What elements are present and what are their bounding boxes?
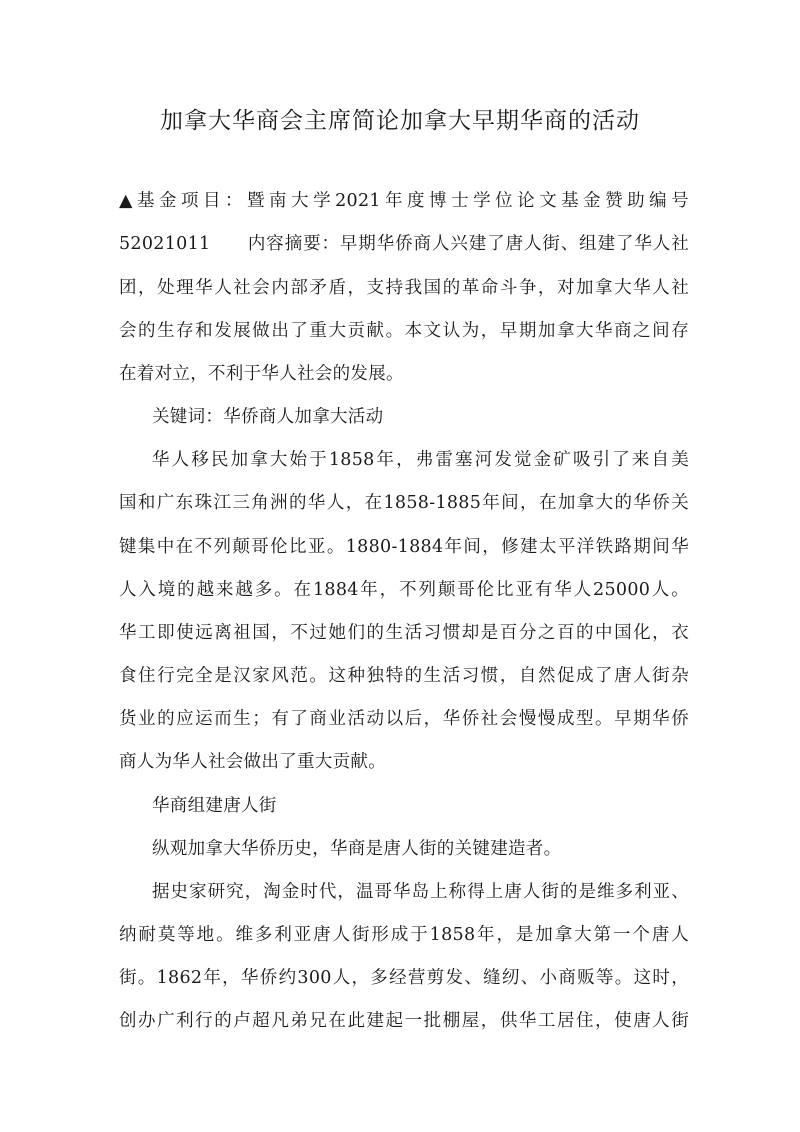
body-line: ▲基金项目：暨南大学2021年度博士学位论文基金赞助编号 (119, 191, 689, 211)
body-line: 街。1862年，华侨约300人，多经营剪发、缝纫、小商贩等。这时， (119, 968, 689, 988)
body-line: 华工即使远离祖国，不过她们的生活习惯却是百分之百的中国化，衣 (119, 623, 689, 643)
body-line: 键集中在不列颠哥伦比亚。1880-1884年间，修建太平洋铁路期间华 (119, 537, 689, 557)
body-line: 在着对立，不利于华人社会的发展。 (119, 364, 404, 384)
body-line: 纳耐莫等地。维多利亚唐人街形成于1858年，是加拿大第一个唐人 (119, 925, 689, 945)
body-line: 纵观加拿大华侨历史，华商是唐人街的关键建造者。 (152, 839, 562, 859)
body-line: 团，处理华人社会内部矛盾，支持我国的革命斗争，对加拿大华人社 (119, 278, 689, 298)
body-line: 货业的应运而生；有了商业活动以后，华侨社会慢慢成型。早期华侨 (119, 709, 689, 729)
body-line: 国和广东珠江三角洲的华人，在1858-1885年间，在加拿大的华侨关 (119, 493, 689, 513)
body-line: 据史家研究，淘金时代，温哥华岛上称得上唐人街的是维多利亚、 (152, 882, 689, 902)
body-line: 人入境的越来越多。在1884年，不列颠哥伦比亚有华人25000人。 (119, 580, 689, 600)
body-line: 食住行完全是汉家风范。这种独特的生活习惯，自然促成了唐人街杂 (119, 666, 689, 686)
document-title: 加拿大华商会主席简论加拿大早期华商的活动 (160, 108, 640, 134)
body-line: 52021011 内容摘要：早期华侨商人兴建了唐人街、组建了华人社 (119, 234, 689, 254)
body-line: 商人为华人社会做出了重大贡献。 (119, 752, 386, 772)
keywords-line: 关键词：华侨商人加拿大活动 (152, 407, 384, 427)
body-line: 创办广利行的卢超凡弟兄在此建起一批棚屋，供华工居住，使唐人街 (119, 1011, 689, 1031)
section-heading: 华商组建唐人街 (152, 796, 277, 816)
body-line: 华人移民加拿大始于1858年，弗雷塞河发觉金矿吸引了来自美 (152, 450, 689, 470)
body-line: 会的生存和发展做出了重大贡献。本文认为，早期加拿大华商之间存 (119, 321, 689, 341)
